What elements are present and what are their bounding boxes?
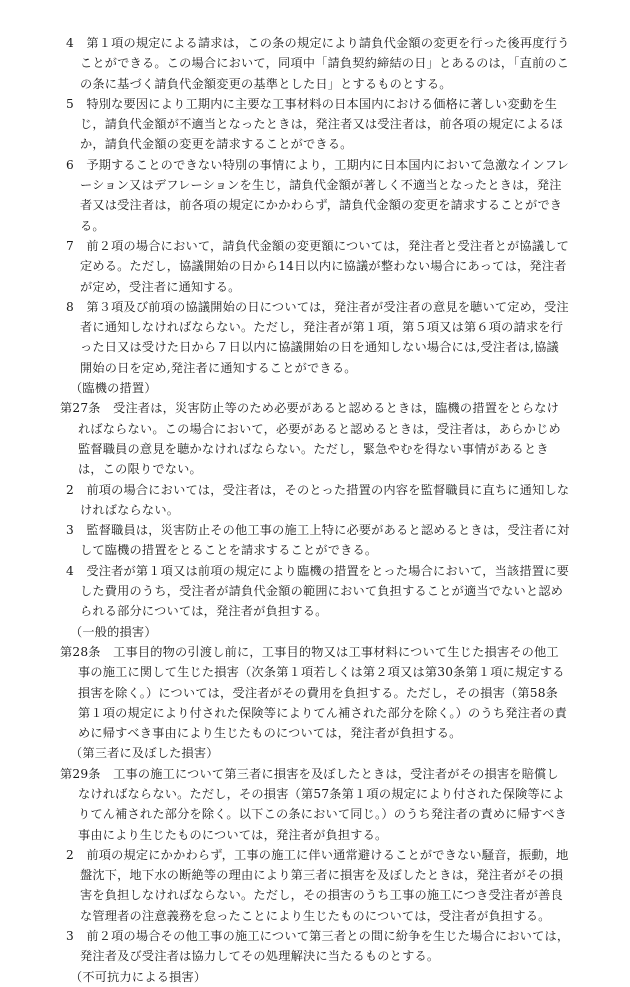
paragraph-number: 2 — [66, 847, 74, 862]
number-spacer — [74, 97, 86, 111]
number-spacer — [74, 929, 86, 943]
paragraph-text: 受注者が第１項又は前項の規定により臨機の措置をとった場合において，当該措置に要した費用のうち，受注者が請負代金額の範囲において負担することが適当でないと認められる部分については，発注者が負担する。 — [80, 563, 569, 619]
paragraph-number: 4 — [66, 36, 74, 50]
number-spacer — [74, 848, 86, 862]
paragraph-text: 前項の規定にかかわらず，工事の施工に伴い通常避けることができない騒音，振動，地盤沈下，地下水の断絶等の理由により第三者に損害を及ぼしたときは，発注者がその損害を負担しなければならない。ただし，その損害のうち工事の施工につき受注者が善良な管理者の注意義務を怠ったことにより生じたものについては，受注者が負担する。 — [80, 847, 569, 923]
section-heading: （第三者に及ぼした損害） — [70, 746, 219, 761]
paragraph-number: 8 — [66, 299, 74, 314]
paragraph-number: 3 — [66, 929, 74, 944]
paragraph-number: 6 — [66, 157, 74, 172]
article-paragraph — [60, 764, 570, 845]
numbered-paragraph — [66, 94, 570, 155]
number-spacer — [101, 401, 113, 415]
paragraph-text: 第１項の規定による請求は，この条の規定により請負代金額の変更を行った後再度行うことができる。この場合において，同項中「請負契約締結の日」とあるのは，「直前のこの条に基づく請負代金額変更の基準とした日」とするものとする。 — [80, 36, 570, 91]
paragraph-text: 工事の施工について第三者に損害を及ぼしたときは，受注者がその損害を賠償しなければならない。ただし，その損害（第57条第１項の規定により付された保険等によりてん補された部分を除く。以下この条において同じ。）のうち発注者の責めに帰すべき事由により生じたものについては，発注者が負担する。 — [78, 766, 567, 842]
section-heading: （臨機の措置） — [70, 381, 157, 396]
numbered-paragraph — [66, 33, 570, 94]
numbered-paragraph — [66, 845, 570, 926]
paragraph-number: 2 — [66, 482, 74, 497]
numbered-paragraph — [66, 297, 570, 378]
paragraph-text: 監督職員は，災害防止その他工事の施工上特に必要があると認めるときは，受注者に対して臨機の措置をとることを請求することができる。 — [80, 523, 570, 558]
number-spacer — [101, 645, 113, 659]
numbered-paragraph — [66, 520, 570, 561]
number-spacer — [74, 523, 86, 537]
paragraph-text: 予期することのできない特別の事情により，工期内に日本国内において急激なインフレーション又はデフレーションを生じ，請負代金額が著しく不適当となったときは，発注者又は受注者は，前各項の規定にかかわらず，請負代金額の変更を請求することができる。 — [80, 157, 569, 233]
paragraph-text: 前項の場合においては，受注者は，そのとった措置の内容を監督職員に直ちに通知しなければならない。 — [80, 482, 570, 517]
number-spacer — [74, 158, 86, 172]
article-number: 第28条 — [60, 644, 101, 659]
numbered-paragraph — [66, 480, 570, 521]
paragraph-text: 前２項の場合において，請負代金額の変更額については，発注者と受注者とが協議して定める。ただし，協議開始の日から14日以内に協議が整わない場合にあっては，発注者が定め，受注者に通知する。 — [80, 238, 569, 294]
paragraph-number: 7 — [66, 238, 74, 253]
number-spacer — [74, 300, 86, 314]
section-heading: （不可抗力による損害） — [70, 969, 207, 984]
article-number: 第29条 — [60, 766, 101, 781]
paragraph-text: 第３項及び前項の協議開始の日については，発注者が受注者の意見を聴いて定め，受注者に通知しなければならない。ただし，発注者が第１項，第５項又は第６項の請求を行った日又は受けた日から７日以内に協議開始の日を通知しない場合には,受注者は,協議開始の日を定め,発注者に通知することができる。 — [80, 299, 569, 375]
paragraph-text: 前２項の場合その他工事の施工について第三者との間に紛争を生じた場合においては，発注者及び受注者は協力してその処理解決に当たるものとする。 — [80, 929, 570, 964]
numbered-paragraph — [66, 561, 570, 622]
number-spacer — [74, 36, 86, 50]
numbered-paragraph — [66, 236, 570, 297]
paragraph-number: 4 — [66, 563, 74, 578]
number-spacer — [74, 483, 86, 497]
number-spacer — [74, 239, 86, 253]
numbered-paragraph — [66, 926, 570, 967]
article-paragraph — [60, 642, 570, 743]
paragraph-text: 特別な要因により工期内に主要な工事材料の日本国内における価格に著しい変動を生じ，請負代金額が不適当となったときは，発注者又は受注者は，前各項の規定によるほか，請負代金額の変更を請求することができる。 — [80, 96, 564, 152]
section-heading: （一般的損害） — [70, 624, 157, 639]
number-spacer — [101, 767, 113, 781]
paragraph-text: 工事目的物の引渡し前に，工事目的物又は工事材料について生じた損害その他工事の施工に関して生じた損害（次条第１項若しくは第２項又は第30条第１項に規定する損害を除く。）については，受注者がその費用を負担する。ただし，その損害（第58条第１項の規定により付された保険等によりてん補された部分を除く。）のうち発注者の責めに帰すべき事由により生じたものについては，発注者が負担する。 — [78, 644, 568, 741]
paragraph-text: 受注者は，災害防止等のため必要があると認めるときは，臨機の措置をとらなければならない。この場合において，必要があると認めるときは，受注者は，あらかじめ監督職員の意見を聴かなければならない。ただし，緊急やむを得ない事情があるときは，この限りでない。 — [78, 401, 561, 477]
article-paragraph — [60, 398, 570, 479]
paragraph-number: 5 — [66, 96, 74, 111]
numbered-paragraph — [66, 155, 570, 236]
paragraph-number: 3 — [66, 523, 74, 538]
number-spacer — [74, 564, 86, 578]
article-number: 第27条 — [60, 401, 101, 416]
